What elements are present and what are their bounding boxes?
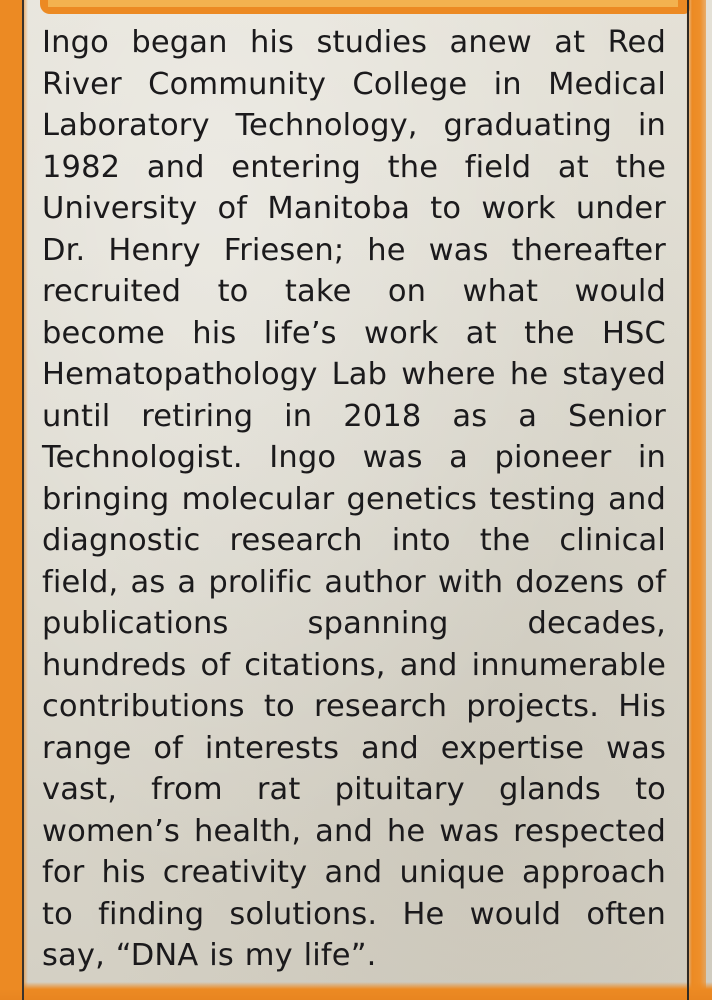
obituary-text-block [34,18,670,993]
article-paragraph: Ingo began his studies anew at Red River Community College in Medical Laboratory Technology, graduating in 1982 and entering the field at the University of Manitoba to work under Dr. Henry Friesen; he was thereafter recruited to take on what would become his life’s work at the HSC Hematopathology Lab where he stayed until retiring in 2018 as a Senior Technologist. Ingo was a pioneer in bringing molecular genetics testing and diagnostic research into the clinical field, as a prolific author with dozens of publications spanning decades, hundreds of citations, and innumerable contributions to research projects. His range of interests and expertise was vast, from rat pituitary glands to women’s health, and he was respected for his creativity and unique approach to finding solutions. He would often say, “DNA is my life”. [42,25,666,973]
orange-border-right [686,0,706,1000]
column-rule-right [687,0,689,1000]
column-rule-left [22,0,24,1000]
orange-border-top-highlight [48,0,678,7]
